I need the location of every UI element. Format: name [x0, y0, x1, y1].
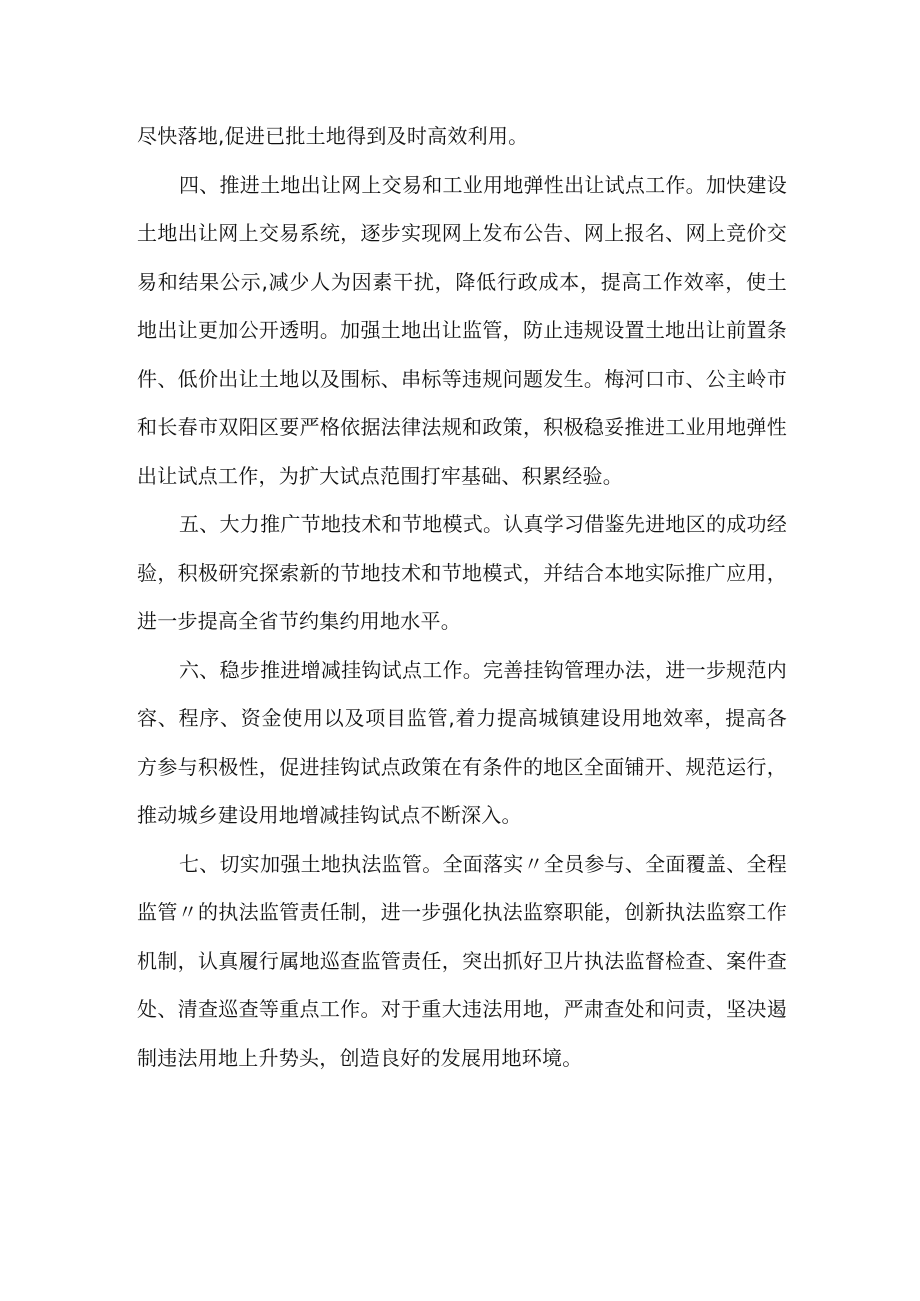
paragraph-section-5: 五、大力推广节地技术和节地模式。认真学习借鉴先进地区的成功经验，积极研究探索新的节地技术和节地模式，并结合本地实际推广应用，进一步提高全省节约集约用地水平。 [137, 512, 787, 633]
paragraph-section-7: 七、切实加强土地执法监管。全面落实〃全员参与、全面覆盖、全程监管〃的执法监管责任制，进一步强化执法监察职能，创新执法监察工作机制，认真履行属地巡查监管责任，突出抓好卫片执法监督检查、案件查处、清查巡查等重点工作。对于重大违法用地，严肃查处和问责，坚决遏制违法用地上升势头，创造良好的发展用地环境。 [137, 851, 787, 1070]
paragraph-section-4: 四、推进土地出让网上交易和工业用地弹性出让试点工作。加快建设土地出让网上交易系统，逐步实现网上发布公告、网上报名、网上竞价交易和结果公示,减少人为因素干扰，降低行政成本，提高工作效率，使土地出让更加公开透明。加强土地出让监管，防止违规设置土地出让前置条件、低价出让土地以及围标、串标等违规问题发生。梅河口市、公主岭市和长春市双阳区要严格依据法律法规和政策，积极稳妥推进工业用地弹性出让试点工作，为扩大试点范围打牢基础、积累经验。 [137, 172, 787, 488]
paragraph-continuation: 尽快落地,促进已批土地得到及时高效利用。 [137, 124, 529, 148]
document-body [137, 112, 787, 1082]
paragraph-section-6: 六、稳步推进增减挂钩试点工作。完善挂钩管理办法，进一步规范内容、程序、资金使用以及项目监管,着力提高城镇建设用地效率，提高各方参与积极性，促进挂钩试点政策在有条件的地区全面铺开、规范运行，推动城乡建设用地增减挂钩试点不断深入。 [137, 657, 787, 827]
